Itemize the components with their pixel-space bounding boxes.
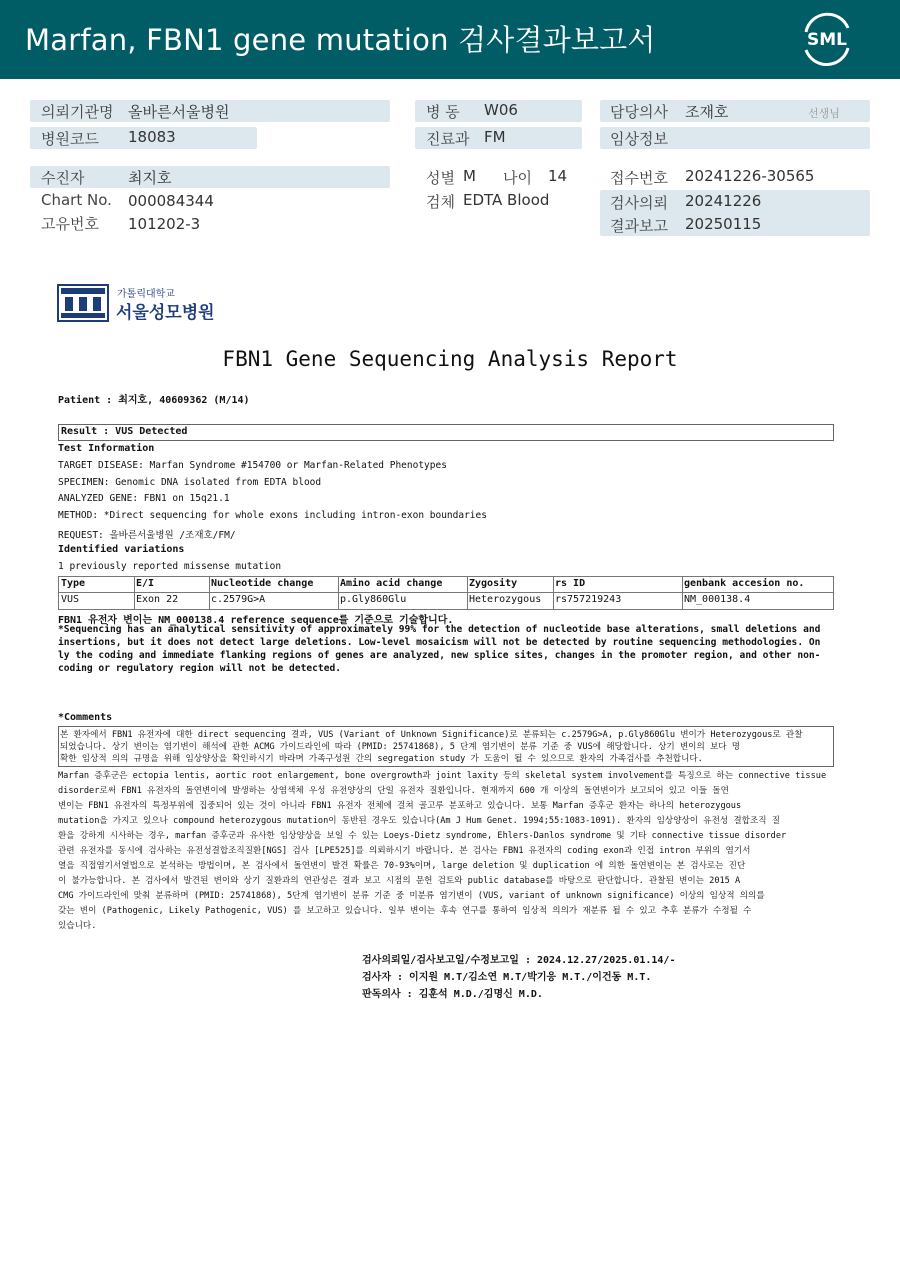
receipt-label: 접수번호 [610,169,668,187]
patient-value: 최지호 [128,169,172,187]
comment-line: 환을 강하게 시사하는 경우, marfan 증후군과 유사한 임상양상을 보일 수 있는 Loeys-Dietz syndrome, Ehlers-Danlos syndrome 및 기타 connective tissue disorder [58,831,787,841]
report-header-title: Marfan, FBN1 gene mutation 검사결과보고서 [25,23,656,57]
sign-dates: 검사의뢰일/검사보고일/수정보고일 : 2024.12.27/2025.01.14/- [362,955,676,966]
table-cell: Heterozygous [469,594,542,605]
table-header-cell: Zygosity [469,578,518,589]
specimen-label: 검체 [426,193,455,211]
method: METHOD: *Direct sequencing for whole exons including intron-exon boundaries [58,510,487,521]
comment-line: CMG 가이드라인에 맞춰 분류하며 (PMID: 25741868), 5단계 염기변이 분류 기준 중 미분류 염기변이 (VUS, variant of unknown significance) 이상의 임상적 의의를 [58,891,765,901]
chart-value: 000084344 [128,192,214,210]
receipt-value: 20241226-30565 [685,167,815,185]
catholic-hospital-emblem [57,284,109,322]
table-header-cell: Amino acid change [340,578,443,589]
table-cell: Exon 22 [136,594,179,605]
comment-line: 이 불가능합니다. 본 검사에서 발견된 변이와 상기 질환과의 연관성은 결과 보고 시점의 문헌 검토와 public database를 바탕으로 판단합니다. 관찰된 변이는 2015 A [58,876,741,886]
specimen-line: SPECIMEN: Genomic DNA isolated from EDTA blood [58,477,322,488]
request-date-value: 20241226 [685,192,762,210]
table-header-cell: Nucleotide change [211,578,314,589]
table-cell: rs757219243 [555,594,622,605]
table-cell: c.2579G>A [211,594,266,605]
comment-box-line: 확한 임상적 의의 규명을 위해 임상양상을 확인하시기 바라며 가족구성원 간의 segregation study 가 도움이 될 수 있으므로 환자의 가족검사를 추천합니다. [60,754,703,764]
analyzed-gene: ANALYZED GENE: FBN1 on 15q21.1 [58,493,230,504]
table-cell: p.Gly860Glu [340,594,407,605]
sml-logo [798,12,856,66]
table-header-cell: genbank accesion no. [684,578,805,589]
comment-line: mutation을 가지고 있으나 compound heterozygous mutation이 동반된 경우도 있습니다(Am J Hum Genet. 1994;55:1083-1091). 환자의 임상양상이 유전성 결합조직 질 [58,816,781,826]
sex-label: 성별 [426,169,455,187]
sex-value: M [463,167,476,185]
patient-label: 수진자 [41,169,85,187]
comment-line: 관련 유전자를 동시에 검사하는 유전성결합조직질환[NGS] 검사 [LPE525]를 의뢰하시기 바랍니다. 본 검사는 FBN1 유전자의 coding exon과 인접 intron 부위의 염기서 [58,846,751,856]
report-title: FBN1 Gene Sequencing Analysis Report [222,347,678,371]
identified-count: 1 previously reported missense mutation [58,561,282,572]
ward-label: 병 동 [426,103,460,121]
patient-line: Patient : 최지호, 40609362 (M/14) [58,395,250,406]
target-disease: TARGET DISEASE: Marfan Syndrome #154700 or Marfan-Related Phenotypes [58,460,447,471]
sensitivity-line: ly the coding and immediate flanking regions of genes are analyzed, new splice sites, changes in the promoter region, and other non- [58,650,821,661]
comment-line: disorder로써 FBN1 유전자의 돌연변이에 발생하는 상염색체 우성 유전양상의 단일 유전자 질환입니다. 현재까지 600 개 이상의 돌연변이가 보고되어 있고 이들 돌연 [58,786,729,796]
table-header-cell: Type [61,578,86,589]
comment-line: 열을 직접염기서열법으로 분석하는 방법이며, 본 검사에서 돌연변이 발견 확률은 70-93%이며, large deletion 및 duplication 에 의한 돌연변이는 본 검사로는 진단 [58,861,746,871]
age-label: 나이 [503,169,532,187]
request-date-label: 검사의뢰 [610,194,668,212]
clinical-label: 임상정보 [610,130,668,148]
doctor-value: 조재호 [685,103,729,121]
sign-doctors: 판독의사 : 김훈석 M.D./김명신 M.D. [362,989,543,1000]
ward-value: W06 [484,101,518,119]
table-cell: NM_000138.4 [684,594,751,605]
header-bar [0,0,900,79]
sensitivity-line: *Sequencing has an analytical sensitivity of approximately 99% for the detection of nucleotide base alterations, small deletions and [58,624,821,635]
specimen-value: EDTA Blood [463,191,550,209]
hospital-code-value: 18083 [128,128,176,146]
comment-box-line: 되었습니다. 상기 변이는 염기변이 해석에 관한 ACMG 가이드라인에 따라 (PMID: 25741868), 5 단계 염기변이 분류 기준 중 VUS에 해당합니다. 상기 변이의 보다 명 [60,742,741,752]
comment-box-line: 본 환자에서 FBN1 유전자에 대한 direct sequencing 결과, VUS (Variant of Unknown Significance)로 분류되는 c.2579G>A, p.Gly860Glu 변이가 Heterozygous로 관찰 [60,730,803,740]
comment-line: Marfan 증후군은 ectopia lentis, aortic root enlargement, bone overgrowth과 joint laxity 등의 skeletal system involvement를 특징으로 하는 connective tissue [58,771,827,781]
report-date-label: 결과보고 [610,217,668,235]
hospital-logo-name: 서울성모병원 [116,303,215,323]
identified-heading: Identified variations [58,544,185,555]
institution-value: 올바른서울병원 [128,103,230,121]
sensitivity-line: insertions, but it does not detect large deletions. Low-level mosaicism will not be detected by routine sequencing methodologies. On [58,637,821,648]
hospital-code-label: 병원코드 [41,130,99,148]
chart-label: Chart No. [41,191,112,209]
table-header-cell: E/I [136,578,155,589]
comment-line: 갖는 변이 (Pathogenic, Likely Pathogenic, VUS) 를 보고하고 있습니다. 일부 변이는 후속 연구를 통하여 임상적 의의가 재분류 될 수 있고 추후 분류가 수정될 수 [58,906,752,916]
uid-label: 고유번호 [41,215,99,233]
uid-value: 101202-3 [128,215,201,233]
result-text: Result : VUS Detected [61,426,188,437]
sign-testers: 검사자 : 이지원 M.T/김소연 M.T/박기응 M.T./이건동 M.T. [362,972,652,983]
table-cell: VUS [61,594,80,605]
comment-line: 있습니다. [58,921,97,931]
doctor-label: 담당의사 [610,103,668,121]
request-line: REQUEST: 올바른서울병원 /조재호/FM/ [58,530,236,541]
test-info-heading: Test Information [58,443,155,454]
sml-logo-text: SML [807,30,847,50]
reference-note: FBN1 유전자 변이는 NM_000138.4 reference sequence를 기준으로 기술합니다. [58,615,454,626]
table-header-cell: rs ID [555,578,586,589]
report-date-value: 20250115 [685,215,762,233]
sensitivity-line: coding or regulatory region will not be detected. [58,663,342,674]
institution-label: 의뢰기관명 [41,103,114,121]
comment-line: 변이는 FBN1 유전자의 특정부위에 집중되어 있는 것이 아니라 FBN1 유전자 전체에 걸쳐 골고루 분포하고 있습니다. 보통 Marfan 증후군 환자는 하나의 heterozygous [58,801,742,811]
doctor-suffix: 선생님 [808,107,840,120]
hospital-logo-small-text: 가톨릭대학교 [117,289,175,300]
comments-heading: *Comments [58,712,113,723]
dept-value: FM [484,128,506,146]
age-value: 14 [548,167,568,185]
dept-label: 진료과 [426,130,470,148]
